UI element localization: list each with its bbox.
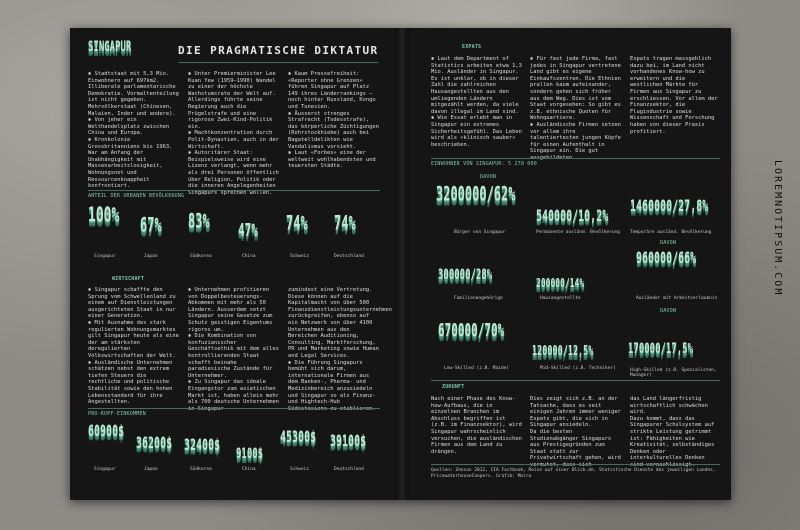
future-tag: ZUKUNFT [442, 384, 465, 390]
intro-col-3: ✱ Kaum Pressefreiheit: «Reporter ohne Grenzen» führen Singapur auf Platz 149 ihres Länderrankings – noch hinter Russland, Kongo und Tunesien. ✱ Äusserst strenges Strafrecht (Todesstrafe), das körperliche Züchtigungen (Rohrstockhiebe) auch bei Bagatelldelikten wie Vandalismus vorsieht. ✱ Laut «Forbes» eine der weltweit wohlhabendsten und teuersten Städte. [288, 71, 379, 170]
economy-col-3: zumindest eine Vertretung. Diese können auf die Kapitalmacht von über 500 Finanzdienstleistungsunternehmen zurückgreifen, ebenso auf ein Netzwerk von über 4100 Unternehmen aus den Bereichen Auditioning, Consulting, Marktforschung, PR und Marketing sowie Human and Legal Services. ✱ Die Führung Singapurs bemüht sich darum, internationale Firmen aus dem Banken-, Pharma- und Medizinbereich anzusiedeln und Singapur so als Finanz- und Hightech-Hub Südostasiens zu etablieren. [288, 287, 392, 412]
income-value-singapur: 60900$ [88, 423, 125, 441]
website-label: LOREMNOTIPSUM.COM [772, 160, 783, 297]
economy-col-1: ✱ Singapur schaffte den Sprung vom Schwellenland zu einem auf Dienstleistungen ausgerichteten Staat in nur einer Generation. ✱ Mit Ausnahme des stark regulierten Wohnungsmarktes gilt Singapur heute als eine der am stärksten deregulierten Volkswirtschaften der Welt. ✱ Ausländische Unternehmen schätzen nebst den extrem tiefen Steuern die rechtliche und politische Stabilität sowie den hohen Lebensstandard für ihre Angestellten. [88, 287, 179, 406]
headline-rule [178, 62, 378, 63]
income-value-china: 9100$ [236, 447, 264, 463]
davon-label-1: DAVON [480, 174, 497, 180]
stat-permanent-value: 540000/10,2% [536, 208, 609, 226]
income-label-suedkorea: Südkorea [190, 467, 212, 472]
stat-permanent-label: Permanente ausländ. Bevölkerung [536, 230, 620, 235]
urban-chart [88, 204, 380, 264]
page-gutter [395, 28, 409, 500]
income-label-singapur: Singapur [94, 467, 116, 472]
stat-mid-label: Mid-Skilled (z.B. Techniker) [540, 366, 616, 371]
future-col-1: Nach einer Phase des Know-how-Aufbaus, die in einzelnen Branchen im Abschluss begriffen ist (z.B. im Finanzsektor), wird Singapur wahrscheinlich versuchen, die ausländischen Firmen aus dem Land zu drängen. [431, 396, 522, 455]
urban-label-deutschland: Deutschland [334, 254, 364, 259]
stat-buerger-value: 3200000/62% [436, 183, 516, 206]
expats-col-3: Expats tragen massgeblich dazu bei, im Land nicht vorhandenes Know-how zu erweitern und die westlichen Märkte für Firmen aus Singapur zu erschliessen. Vor allem der Finanzsektor, die Flugindustrie sowie Wissenschaft und Forschung haben von dieser Praxis profitiert. [630, 56, 718, 135]
income-rule [88, 408, 380, 409]
stat-high-value: 170000/17,5% [628, 342, 694, 358]
sources-rule [431, 464, 720, 465]
stat-temporaer-label: Temporäre ausländ. Bevölkerung [630, 230, 712, 235]
stat-arbeitserlaubnis-label: Ausländer mit Arbeitserlaubnis [636, 296, 718, 301]
income-value-deutschland: 39100$ [330, 433, 367, 451]
future-col-3: das Land längerfristig wirtschaftlich schwächen wird. Dazu kommt, dass das Singapurer Schulsystem auf strikte Leistung getrimmt ist: Fähigkeiten wie Kreativität, selbständiges Denken oder interkulturelles Denken sind vernachlässigt. [630, 396, 715, 468]
urban-value-deutschland: 74% [334, 212, 356, 235]
title-tag: SINGAPUR [88, 40, 132, 56]
stat-familien-label: Familienangehörige [454, 296, 503, 301]
urban-rule [88, 190, 380, 191]
income-value-suedkorea: 32400$ [184, 437, 221, 455]
income-label-china: China [242, 467, 256, 472]
urban-label-suedkorea: Südkorea [190, 254, 212, 259]
population-rule [431, 158, 720, 159]
expats-col-2: ✱ Für fast jede Firma, fast jedes in Singapur vertretene Land gibt es eigene Einkaufszentren. Die Ethnien prallen kaum aufeinander, sondern gehen sich früher aus dem Weg. Dies ist vom Staat vorgesehen: So gibt es z.B. ethnische Quoten für Wohnquartiere. ✱ Ausländische Firmen setzen vor allem ihre talentiertesten jungen Köpfe für einen Aufenthalt in Singapur ein. Die gut ausgebildeten [530, 56, 621, 161]
urban-value-suedkorea: 83% [188, 210, 210, 233]
income-chart [88, 423, 380, 475]
expats-col-1: ✱ Laut dem Department of Statistics arbeiten etwa 1,3 Mio. Ausländer in Singapur. Es ist unklar, ob in dieser Zahl die zahlreichen Hausangestellten aus den umliegenden Ländern mitgezählt werden, da viele davon illegal im Land sind. ✱ Wie Essat erlebt man in Singapur ein extremes Sicherheitsgefühl. Das Leben wird als «klinisch sauber» beschrieben. [431, 56, 522, 148]
urban-label-singapur: Singapur [94, 254, 116, 259]
urban-value-japan: 67% [140, 214, 162, 237]
expats-tag: EXPATS [462, 44, 482, 50]
sources-text: Quellen: Zensus 2012, CIA Factbook, Reise auf einer Blick.de, Statistische Dienste des jeweiligen Landes, PricewaterhouseCoopers. Grafik: Moira [431, 468, 716, 479]
intro-col-2: ✱ Unter Premierminister Lee Kuan Yew (1959–1990) Wandel zu einer der höchste Wachstumsrate der Welt auf. Allerdings führte seine Regierung auch die Prügelstrafe und eine rigorose Zwei-Kind-Politik ein. ✱ Machtkonzentration durch Polit-Dynastien, auch in der Wirtschaft. ✱ Autoritärer Staat: Beispielsweise wird eine Lizenz verlangt, wenn mehr als drei Personen öffentlich über Religion, Politik oder die inneren Angelegenheiten Singapurs sprechen wollen. [188, 71, 279, 196]
urban-label-schweiz: Schweiz [290, 254, 309, 259]
davon-label-2: DAVON [660, 240, 677, 246]
stat-arbeitserlaubnis-value: 960000/66% [636, 250, 697, 268]
stat-familien-value: 300000/28% [438, 268, 493, 284]
urban-value-china: 47% [238, 220, 258, 241]
side-label [765, 160, 785, 420]
urban-value-singapur: 100% [88, 204, 120, 228]
income-label-schweiz: Schweiz [290, 467, 309, 472]
stat-buerger-label: Bürger von Singapur [454, 230, 506, 235]
urban-label-japan: Japan [144, 254, 158, 259]
stat-mid-value: 120000/12,5% [532, 344, 594, 360]
intro-col-1: ✱ Stadtstaat mit 5,3 Mio. Einwohnern auf 697km2. Illiberale parlamentarische Demokratie. Vormaltenteilung ist nicht gegeben. Mehrvölkerstaat (Chinesen, Malaien, Inder und andere). ✱ Von jeher ein Welthandelsplatz zwischen China und Europa. ✱ Kronkolonie Grossbritanniens bis 1963. War am Anfang der Unabhängigkeit mit Massenarbeitslosigkeit, Wohnungsnot und Ressourcenknappheit konfrontiert. [88, 71, 179, 190]
stat-low-label: Low-Skilled (z.B. Maide) [444, 366, 510, 371]
income-value-japan: 36200$ [136, 435, 173, 453]
income-header: PRO-KOPF-EINKOMMEN [88, 411, 146, 417]
stat-haus-value: 200000/14% [536, 276, 585, 291]
income-label-japan: Japan [144, 467, 158, 472]
davon-label-3: DAVON [660, 308, 677, 314]
urban-value-schweiz: 74% [286, 212, 308, 235]
urban-label-china: China [242, 254, 256, 259]
population-header: EINWOHNER VON SINGAPUR: 5 270 000 [431, 161, 537, 167]
magazine-spread [70, 28, 731, 500]
income-value-schweiz: 45300$ [280, 429, 317, 447]
future-col-2: Dies zeigt sich z.B. an der Tatsache, dass es seit einigen Jahren immer weniger Expats gibt, die sich in Singapur ansiedeln. Da die besten Studienabgänger Singapurs aus Prestigegründen zum Staat statt zur Privatwirtschaft gehen, wird vermutet, dass sich [530, 396, 621, 468]
stat-high-label: High-Skilled (z.B. Spezialisten, Manager) [630, 368, 717, 378]
page-headline: DIE PRAGMATISCHE DIKTATUR [178, 44, 379, 57]
future-rule [431, 380, 720, 381]
stat-temporaer-value: 1460000/27,8% [630, 198, 709, 216]
stat-low-value: 670000/70% [438, 320, 505, 341]
economy-col-2: ✱ Unternehmen profitieren von Doppelbesteuerungs-Abkommen mit mehr als 50 Ländern. Ausserdem setzt Singapur seine Gesetze zum Schutz geistigen Eigentums rigoros um. ✱ Die Kombination von konfuzianischer Geschäftsethik mit dem alles kontrollierenden Staat schafft beinahe paradiesische Zustände für Unternehmer. ✱ Zu Singapur das ideale Eingangstor zum asiatischen Markt ist, haben allein mehr als 700 deutsche Unternehmen in Singapur [188, 287, 279, 412]
urban-header: ANTEIL DER URBANEN BEVÖLKERUNG [88, 193, 185, 199]
economy-header: WIRTSCHAFT [112, 276, 145, 282]
income-label-deutschland: Deutschland [334, 467, 364, 472]
stat-haus-label: Hausangestellte [540, 296, 581, 301]
